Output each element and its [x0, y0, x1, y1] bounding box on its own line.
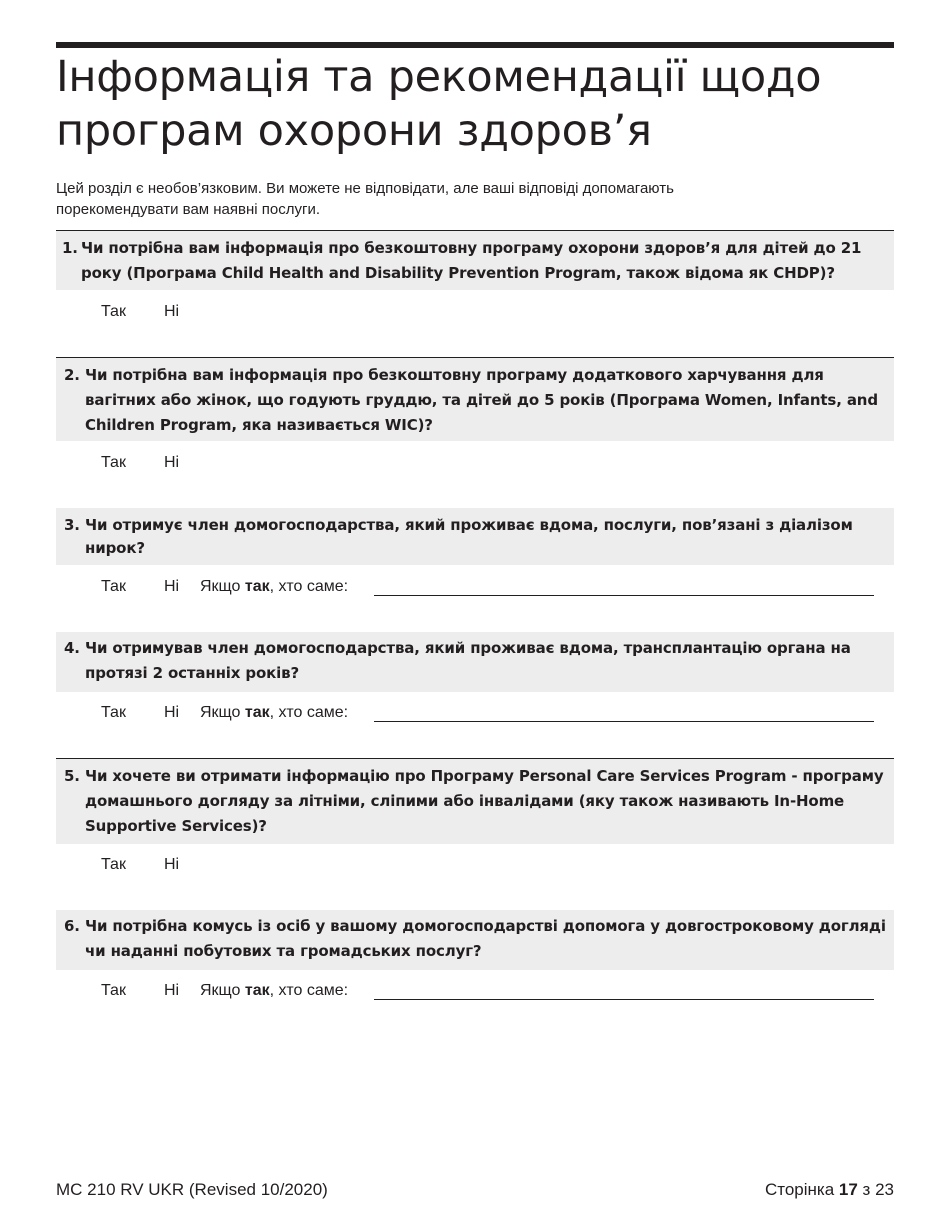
intro-line1: Цей розділ є необов’язковим. Ви можете не відповідати, але ваші відповіді допомагають [56, 180, 674, 197]
question-1-yes-option[interactable]: Так [101, 303, 126, 320]
question-6-number: 6. [64, 917, 80, 935]
question-5-yes-option[interactable]: Так [101, 856, 126, 873]
question-2-yes-option[interactable]: Так [101, 454, 126, 471]
question-1-no-option[interactable]: Ні [164, 303, 180, 320]
question-5-number: 5. [64, 767, 80, 785]
question-3-text: 3. Чи отримує член домогосподарства, який проживає вдома, послуги, пов’язані з діалізом нирок? [64, 516, 853, 557]
question-6-header [56, 910, 894, 970]
question-1-header [56, 230, 894, 290]
question-3-no-option[interactable]: Ні [164, 578, 180, 595]
question-4-header [56, 632, 894, 692]
question-4-if-yes-label: Якщо так, хто саме: [200, 704, 349, 721]
question-3-header [56, 508, 894, 565]
page-title-line1: Інформація та рекомендації щодо [56, 52, 822, 102]
question-4-who-field[interactable] [374, 720, 874, 722]
question-6-text: 6. Чи потрібна комусь із осіб у вашому домогосподарстві допомога у довгостроковому догляді чи наданні побутових та громадських послуг? [64, 914, 888, 964]
question-2-number: 2. [64, 366, 80, 384]
question-1-number: 1. [62, 239, 78, 257]
question-6-yes-option[interactable]: Так [101, 982, 126, 999]
question-5-no-option[interactable]: Ні [164, 856, 180, 873]
question-3-if-yes-label: Якщо так, хто саме: [200, 578, 349, 595]
intro-text [56, 178, 894, 220]
form-id: MC 210 RV UKR (Revised 10/2020) [56, 1180, 328, 1199]
question-3-yes-option[interactable]: Так [101, 578, 126, 595]
question-3-answers [101, 574, 348, 600]
question-6-answers [101, 978, 348, 1004]
page-title [56, 50, 916, 158]
page-number: Сторінка 17 з 23 [764, 1180, 894, 1199]
question-2-no-option[interactable]: Ні [164, 454, 180, 471]
question-1-text: 1. Чи потрібна вам інформація про безкоштовну програму охорони здоров’я для дітей до 21 року (Програма Child Health and Disability Prevention Program, також відома як CHDP)? [62, 236, 888, 286]
question-4-text: 4. Чи отримував член домогосподарства, який проживає вдома, трансплантацію органа на протязі 2 останніх років? [64, 636, 888, 686]
question-6-if-yes-label: Якщо так, хто саме: [200, 982, 349, 999]
question-6-no-option[interactable]: Ні [164, 982, 180, 999]
question-2-answers [101, 450, 200, 476]
question-2-header [56, 357, 894, 441]
question-4-number: 4. [64, 639, 80, 657]
page-title-line2: програм охорони здоров’я [56, 106, 652, 156]
question-5-header [56, 758, 894, 844]
question-4-answers [101, 700, 348, 726]
question-1-answers [101, 299, 200, 325]
question-6-who-field[interactable] [374, 998, 874, 1000]
title-rule [56, 42, 894, 48]
question-4-no-option[interactable]: Ні [164, 704, 180, 721]
question-3-number: 3. [64, 516, 80, 534]
question-2-text: 2. Чи потрібна вам інформація про безкоштовну програму додаткового харчування для вагітних або жінок, що годують груддю, та дітей до 5 років (Програма Women, Infants, and Children Program, яка називається WIC)? [64, 363, 888, 438]
question-5-text: 5. Чи хочете ви отримати інформацію про Програму Personal Care Services Program - програму домашнього догляду за літніми, сліпими або інвалідами (яку також називають In-Home Supportive Services)? [64, 764, 888, 839]
question-4-yes-option[interactable]: Так [101, 704, 126, 721]
intro-line2: порекомендувати вам наявні послуги. [56, 201, 321, 218]
question-5-answers [101, 852, 200, 878]
question-3-who-field[interactable] [374, 594, 874, 596]
